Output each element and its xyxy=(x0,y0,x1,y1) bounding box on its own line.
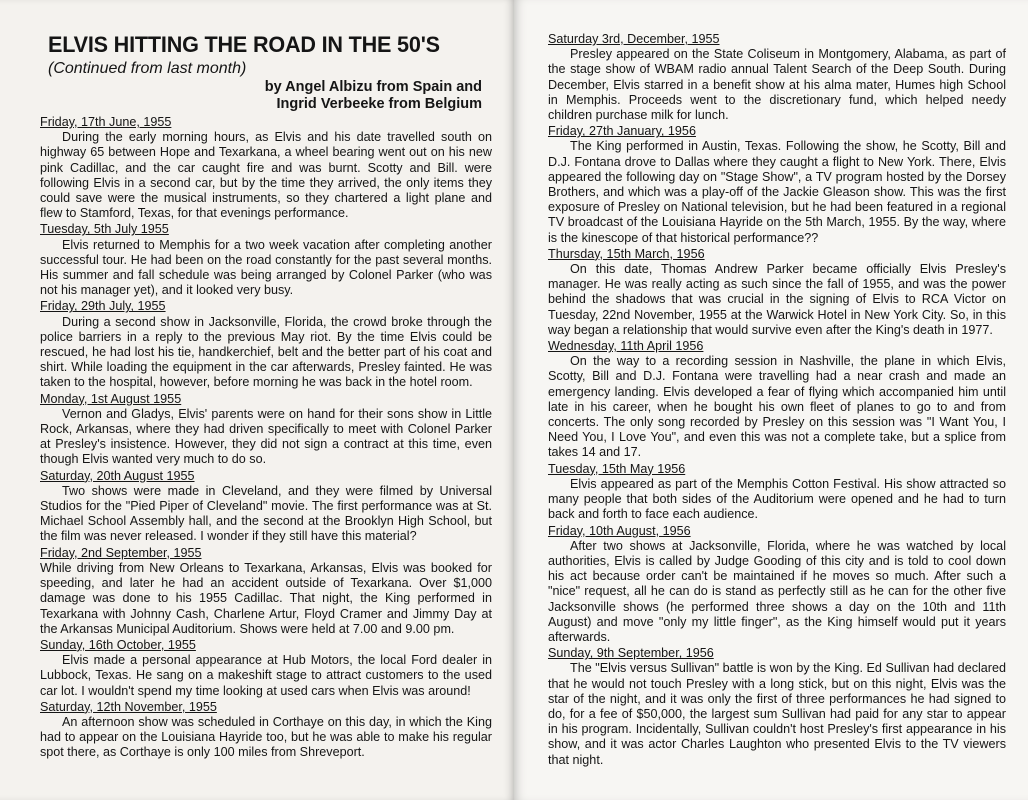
entry-date: Saturday, 20th August 1955 xyxy=(40,468,195,483)
timeline-entry xyxy=(40,469,492,545)
entry-date: Friday, 27th January, 1956 xyxy=(548,124,696,139)
article-subtitle: (Continued from last month) xyxy=(48,60,247,77)
entry-text: Presley appeared on the State Coliseum in Montgomery, Alabama, as part of the stage show of WBAM radio annual Talent Search of the Deep South. During December, Elvis starred in a benefit show at his alma mater, Humes high School in Memphis. Proceeds went to the discretionary fund, which helped needy children purchase milk for lunch. xyxy=(548,47,1006,123)
entry-date: Monday, 1st August 1955 xyxy=(40,391,182,406)
right-entries xyxy=(548,32,1006,768)
entry-date: Saturday 3rd, December, 1955 xyxy=(548,32,720,46)
entry-text: Elvis returned to Memphis for a two week vacation after completing another successful tour. He had been on the road constantly for the past several months. His summer and fall schedule was being arranged by Colonel Parker (who was not his manager yet), and it looked very busy. xyxy=(40,237,492,298)
entry-date: Saturday, 12th November, 1955 xyxy=(40,699,217,714)
article-title: ELVIS HITTING THE ROAD IN THE 50'S xyxy=(48,32,440,57)
entry-text: The "Elvis versus Sullivan" battle is won by the King. Ed Sullivan had declared that he would not touch Presley with a long stick, but on this night, Elvis was the star of the night, and it was only the first of three performances he had signed to do, for a fee of $50,000, the largest sum Sullivan had paid for any star to appear in his program. Incidentally, Sullivan couldn't host Presley's first appearance in his show, and it was actor Charles Laughton who presented Elvis to the TV viewers that night. xyxy=(548,661,1006,767)
entry-text: Two shows were made in Cleveland, and they were filmed by Universal Studios for the "Pied Piper of Cleveland" movie. The first performance was at St. Michael School Assembly hall, and the second at the Brooklyn High School, but the film was never released. I wonder if they still have this material? xyxy=(40,483,492,544)
timeline-entry xyxy=(548,32,1006,123)
entry-text: After two shows at Jacksonville, Florida, where he was watched by local authorities, Elvis is called by Judge Gooding of this city and is told to cool down his act because order can't be maintained if he moves so much. After such a "nice" request, all he can do is stand as perfectly still as he can for the other five Jacksonville shows (he performed three shows a day on the 10th and 11th August) and move "only my little finger", as the King himself would put it years afterwards. xyxy=(548,538,1006,644)
timeline-entry xyxy=(548,124,1006,246)
entry-text: Elvis made a personal appearance at Hub Motors, the local Ford dealer in Lubbock, Texas. He sang on a makeshift stage to attract customers to the used car lot. I wouldn't spend my time looking at used cars when Elvis was around! xyxy=(40,653,492,698)
timeline-entry xyxy=(40,700,492,761)
article-byline: by Angel Albizu from Spain and Ingrid Verbeeke from Belgium xyxy=(264,79,482,112)
entry-date: Tuesday, 5th July 1955 xyxy=(40,222,169,237)
entry-text: An afternoon show was scheduled in Corthaye on this day, in which the King had to appear on the Louisiana Hayride too, but he was able to make his regular spot there, as Corthaye is only 100 miles from Shreveport. xyxy=(40,714,492,760)
entry-text: While driving from New Orleans to Texarkana, Arkansas, Elvis was booked for speeding, and later he had an accident outside of Texarkana. Over $1,000 damage was done to his 1955 Cadillac. That night, the King performed in Texarkana with Johnny Cash, Charlene Artur, Floyd Cramer and Jimmy Day at the Arkansas Municipal Auditorium. Shows were held at 7.00 and 9.00 pm. xyxy=(40,560,492,636)
entry-text: During the early morning hours, as Elvis and his date travelled south on highway 65 between Hope and Texarkana, a wheel bearing went out on his new pink Cadillac, and the car caught fire and was burnt. Scotty and Bill. were following Elvis in a second car, but by the time they arrived, the only items they could save were the musical instruments, so they chartered a light plane and flew to Stamford, Texas, for that evenings performance. xyxy=(40,130,492,221)
entry-date: Tuesday, 15th May 1956 xyxy=(548,461,686,476)
timeline-entry xyxy=(40,115,492,221)
timeline-entry xyxy=(548,646,1006,768)
entry-text: Vernon and Gladys, Elvis' parents were on hand for their sons show in Little Rock, Arkansas, where they had driven specifically to meet with Colonel Parker at Presley's insistence. However, they did not sign a contract at this time, even though Elvis wanted very much to do so. xyxy=(40,406,492,467)
timeline-entry xyxy=(548,524,1006,646)
entry-date: Friday, 2nd September, 1955 xyxy=(40,545,202,560)
left-entries xyxy=(40,115,492,761)
entry-text: Elvis appeared as part of the Memphis Cotton Festival. His show attracted so many people that both sides of the Auditorium were opened and he had to turn back and forth to face each audience. xyxy=(548,476,1006,522)
right-page xyxy=(514,0,1028,800)
entry-text: On the way to a recording session in Nashville, the plane in which Elvis, Scotty, Bill and D.J. Fontana were travelling had a near crash and made an emergency landing. Elvis developed a fear of flying which accompanied him until late in his career, when he bought his own fleet of planes to go to and from concerts. The only song recorded by Presley on this session was "I Want You, I Need You, I Love You", and even this was not a complete take, but a splice from takes 14 and 17. xyxy=(548,354,1006,460)
timeline-entry xyxy=(40,638,492,699)
entry-text: On this date, Thomas Andrew Parker became officially Elvis Presley's manager. He was really acting as such since the fall of 1955, and was the power behind the shadows that was crucial in the signing of Elvis to RCA Victor on Tuesday, 22nd November, 1955 at the Warwick Hotel in New York City. So, in this way began a relationship that would survive even after the King's death in 1977. xyxy=(548,262,1006,337)
timeline-entry xyxy=(40,546,492,637)
entry-text: The King performed in Austin, Texas. Following the show, he Scotty, Bill and D.J. Fontana drove to Dallas where they caught a flight to New York. There, Elvis appeared the following day on "Stage Show", a TV program hosted by the Dorsey Brothers, and which was a play-off of the Jackie Gleason show. This was the first exposure of Presley on National television, but he had been featured in a regional TV broadcast of the Louisiana Hayride on the 5th March, 1955. By the way, where is the kinescope of that historical performance?? xyxy=(548,139,1006,245)
timeline-entry xyxy=(40,299,492,390)
entry-date: Friday, 10th August, 1956 xyxy=(548,523,691,538)
timeline-entry xyxy=(40,392,492,468)
entry-date: Thursday, 15th March, 1956 xyxy=(548,246,705,261)
entry-date: Sunday, 16th October, 1955 xyxy=(40,637,196,652)
entry-date: Friday, 29th July, 1955 xyxy=(40,299,166,314)
entry-date: Wednesday, 11th April 1956 xyxy=(548,339,704,354)
timeline-entry xyxy=(548,247,1006,338)
timeline-entry xyxy=(548,339,1006,461)
timeline-entry xyxy=(548,462,1006,523)
entry-date: Friday, 17th June, 1955 xyxy=(40,115,172,129)
timeline-entry xyxy=(40,222,492,298)
entry-date: Sunday, 9th September, 1956 xyxy=(548,646,714,661)
entry-text: During a second show in Jacksonville, Florida, the crowd broke through the police barriers in a reply to the previous May riot. By the time Elvis could be rescued, he had lost his tie, handkerchief, belt and the better part of his coat and shirt. While loading the equipment in the car afterwards, Presley fainted. He was taken to the hospital, however, before morning he was back in the hotel room. xyxy=(40,314,492,390)
